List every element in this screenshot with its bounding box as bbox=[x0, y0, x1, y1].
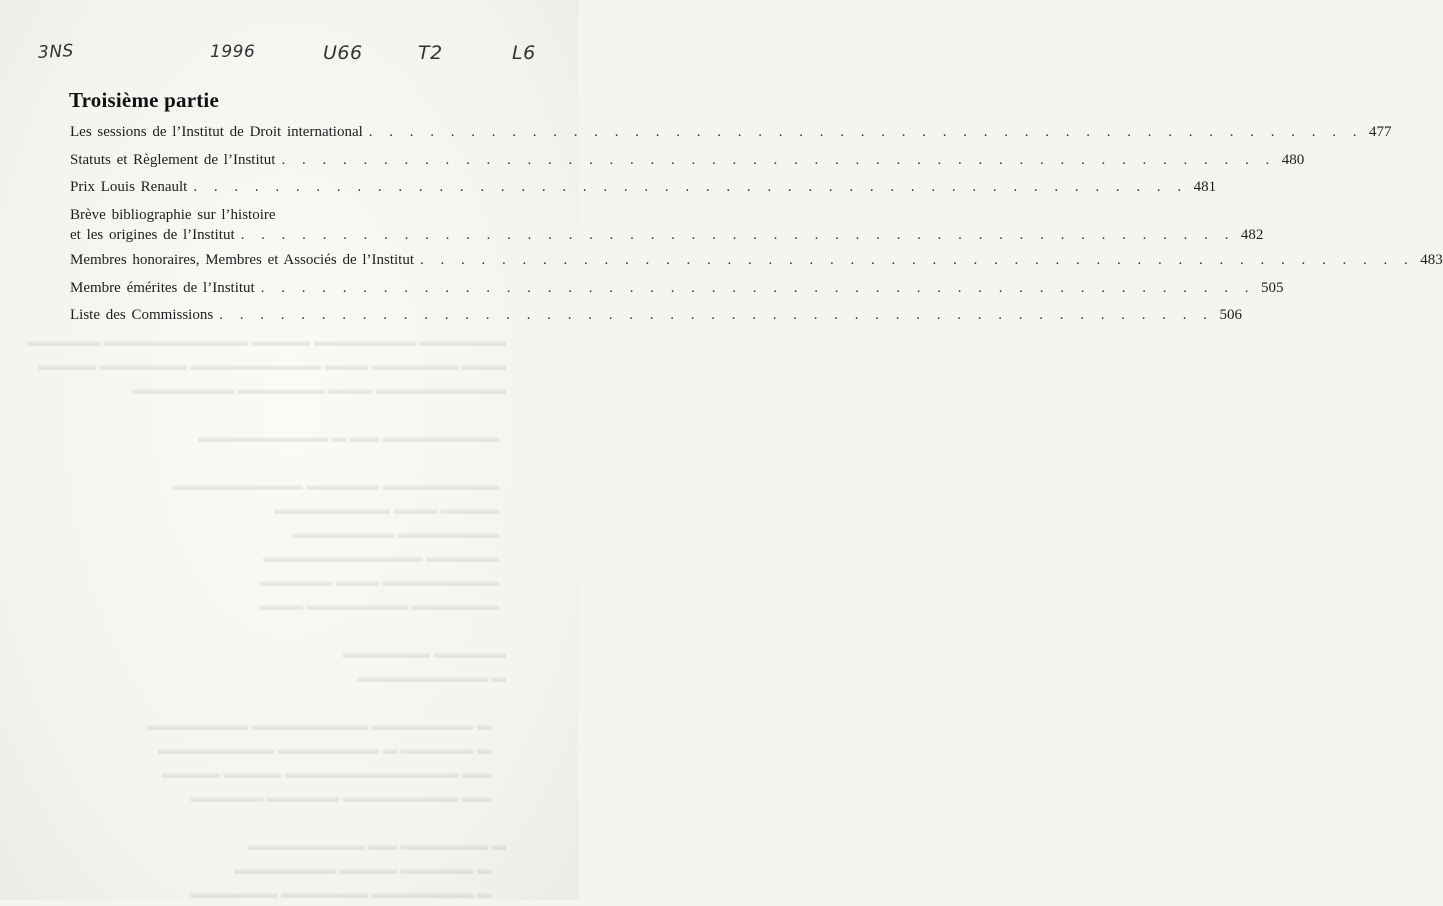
dot-leader: . . . . . . . . . . . . . . . . . . . . . . . . . . . . . . . . . . . . . . . . . . . . . . . . . bbox=[368, 124, 1364, 140]
toc-entry bbox=[70, 205, 1264, 245]
dot-leader: . . . . . . . . . . . . . . . . . . . . . . . . . . . . . . . . . . . . . . . . . . . . . . . . . bbox=[240, 227, 1235, 243]
dot-leader: . . . . . . . . . . . . . . . . . . . . . . . . . . . . . . . . . . . . . . . . . . . . . . . . . bbox=[281, 152, 1276, 168]
toc-entry-label: Les sessions de l’Institut de Droit international bbox=[70, 124, 363, 140]
handwritten-note: L6 bbox=[512, 42, 536, 64]
toc-entry-page: 480 bbox=[1281, 152, 1305, 168]
toc-entry bbox=[70, 122, 1392, 142]
dot-leader: . . . . . . . . . . . . . . . . . . . . . . . . . . . . . . . . . . . . . . . . . . . . . . . . . bbox=[420, 252, 1415, 268]
handwritten-note: 1996 bbox=[210, 42, 256, 62]
toc-entry bbox=[70, 278, 1284, 298]
toc-entry-page: 477 bbox=[1369, 124, 1392, 140]
toc-entry-label: Prix Louis Renault bbox=[70, 179, 188, 195]
toc-entry-label-line1: Brève bibliographie sur l’histoire bbox=[70, 207, 276, 223]
handwritten-note: T2 bbox=[418, 42, 443, 64]
toc-entry bbox=[70, 150, 1305, 170]
toc-entry-page: 481 bbox=[1193, 179, 1217, 195]
toc-entry-page: 482 bbox=[1240, 227, 1264, 243]
toc-entry-label: Liste des Commissions bbox=[70, 307, 214, 323]
toc-entry-page: 505 bbox=[1260, 280, 1284, 296]
section-title: Troisième partie bbox=[69, 88, 219, 112]
handwritten-note: 3NS bbox=[37, 41, 75, 63]
handwritten-note: U66 bbox=[323, 42, 363, 64]
dot-leader: . . . . . . . . . . . . . . . . . . . . . . . . . . . . . . . . . . . . . . . . . . . . . . . . . bbox=[193, 179, 1188, 195]
toc-entry bbox=[70, 305, 1242, 325]
toc-entry bbox=[70, 250, 1443, 270]
bleed-through-texture: ▬▬▬▬▬▬ ▬▬▬▬▬▬▬ ▬▬▬▬ ▬▬▬▬▬▬▬▬▬▬ ▬▬▬▬▬ ▬▬▬ ▬▬▬▬▬▬ ▬▬▬ ▬▬▬▬▬▬▬▬▬ ▬▬▬▬▬▬ ▬▬▬▬ ▬▬▬▬▬▬▬▬▬ ▬▬▬ ▬▬▬▬▬▬ ▬▬▬▬▬▬▬ ▬▬▬▬▬▬▬▬ ▬▬ ▬ ▬▬▬▬▬▬▬▬▬ ▬▬▬▬▬▬▬▬ ▬▬▬▬▬ ▬▬▬▬▬▬▬▬▬ ▬▬▬▬ ▬▬▬ ▬▬▬▬▬▬▬▬ ▬▬▬▬▬▬▬ ▬▬▬▬▬▬▬ ▬▬▬▬▬ ▬▬▬▬▬▬▬▬▬▬▬ ▬▬▬▬▬▬▬▬ ▬▬▬ ▬▬▬▬▬ ▬▬▬▬▬▬ ▬▬▬▬▬▬▬ ▬▬▬ ▬▬▬▬▬ ▬▬▬▬▬▬ ▬ ▬▬▬▬▬▬▬▬▬ ▬ ▬▬▬▬▬▬▬ ▬▬▬▬▬▬▬▬ ▬▬▬▬▬▬▬ ▬ ▬▬▬▬▬ ▬ ▬▬▬▬▬▬▬ ▬▬▬▬▬▬▬▬ ▬▬ ▬▬▬▬▬▬▬▬▬▬▬▬ ▬▬▬▬ ▬▬▬▬ ▬▬ ▬▬▬▬▬▬▬▬ ▬▬▬▬▬ ▬▬▬▬▬ ▬ ▬▬▬▬▬▬ ▬▬ ▬▬▬▬▬▬▬▬ ▬ ▬▬▬▬▬ ▬▬▬▬ ▬▬▬▬▬▬▬ ▬ ▬▬▬▬▬▬▬ ▬▬▬▬▬▬ ▬▬▬▬▬▬ bbox=[27, 334, 506, 902]
toc-entry-page: 483 bbox=[1420, 252, 1443, 268]
toc-entry-label: et les origines de l’Institut bbox=[70, 227, 235, 243]
dot-leader: . . . . . . . . . . . . . . . . . . . . . . . . . . . . . . . . . . . . . . . . . . . . . . . . . bbox=[260, 280, 1255, 296]
toc-entry-label: Membres honoraires, Membres et Associés de l’Institut bbox=[70, 252, 415, 268]
toc-entry-page: 506 bbox=[1219, 307, 1242, 323]
dot-leader: . . . . . . . . . . . . . . . . . . . . . . . . . . . . . . . . . . . . . . . . . . . . . . . . . bbox=[219, 307, 1214, 323]
toc-entry-label: Membre émérites de l’Institut bbox=[70, 280, 255, 296]
toc-entry-label: Statuts et Règlement de l’Institut bbox=[70, 152, 276, 168]
toc-entry bbox=[70, 177, 1217, 197]
